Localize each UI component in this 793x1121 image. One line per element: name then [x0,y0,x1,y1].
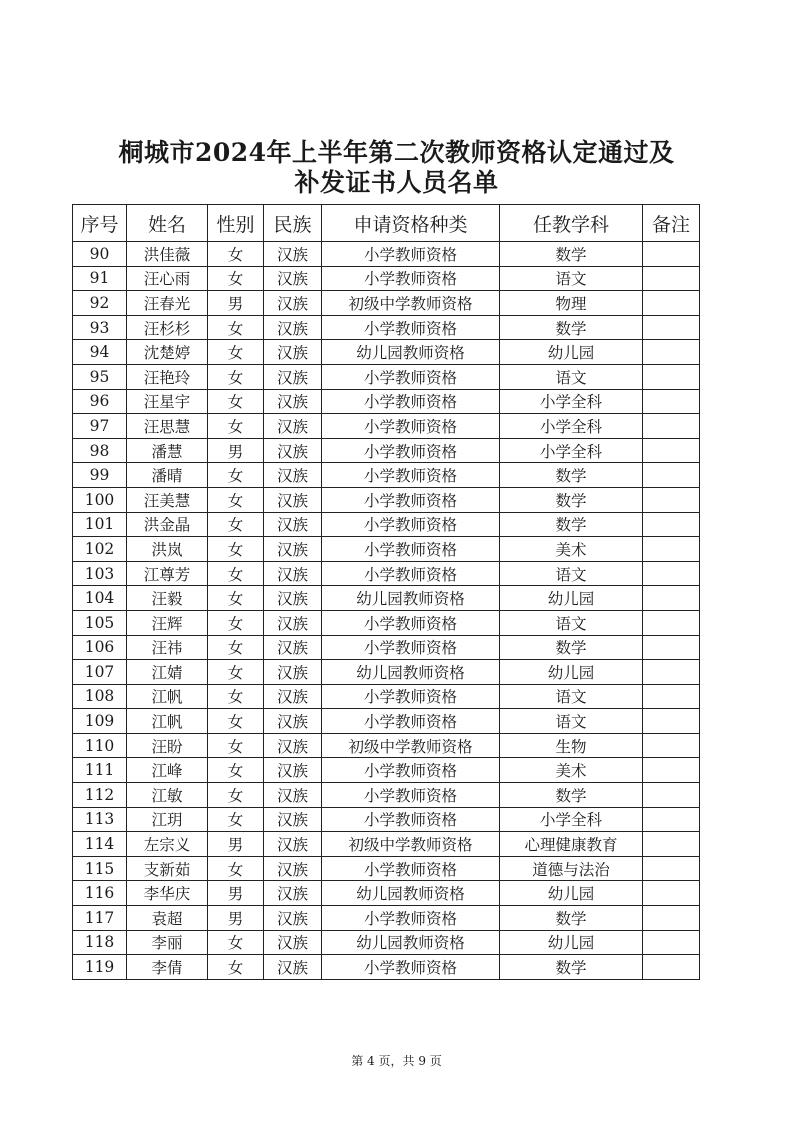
page-footer: 第 4 页，共 9 页 [351,1054,442,1068]
cell-index: 100 [73,487,127,512]
cell-gender: 女 [208,955,264,980]
table-row [73,610,700,635]
table-row [73,709,700,734]
cell-qualification: 小学教师资格 [322,487,500,512]
cell-subject: 生物 [500,733,643,758]
cell-name: 汪思慧 [127,414,208,439]
cell-ethnicity: 汉族 [264,242,322,267]
table-row [73,807,700,832]
cell-index: 104 [73,586,127,611]
cell-ethnicity: 汉族 [264,610,322,635]
header-ethnicity: 民族 [264,205,322,242]
table-row [73,783,700,808]
cell-name: 汪艳玲 [127,364,208,389]
cell-qualification: 小学教师资格 [322,561,500,586]
cell-qualification: 小学教师资格 [322,684,500,709]
cell-index: 107 [73,660,127,685]
table-row [73,684,700,709]
cell-remarks [643,537,700,562]
cell-index: 111 [73,758,127,783]
cell-gender: 女 [208,364,264,389]
cell-name: 汪盼 [127,733,208,758]
cell-qualification: 小学教师资格 [322,635,500,660]
table-row [73,561,700,586]
cell-ethnicity: 汉族 [264,660,322,685]
cell-qualification: 小学教师资格 [322,758,500,783]
cell-subject: 幼儿园 [500,930,643,955]
cell-qualification: 小学教师资格 [322,266,500,291]
cell-name: 洪金晶 [127,512,208,537]
cell-gender: 女 [208,930,264,955]
cell-gender: 女 [208,266,264,291]
cell-gender: 女 [208,807,264,832]
header-qualification: 申请资格种类 [322,205,500,242]
cell-ethnicity: 汉族 [264,463,322,488]
cell-qualification: 幼儿园教师资格 [322,340,500,365]
cell-ethnicity: 汉族 [264,635,322,660]
cell-ethnicity: 汉族 [264,414,322,439]
cell-ethnicity: 汉族 [264,684,322,709]
cell-ethnicity: 汉族 [264,930,322,955]
cell-ethnicity: 汉族 [264,512,322,537]
cell-remarks [643,783,700,808]
cell-gender: 女 [208,315,264,340]
cell-name: 汪美慧 [127,487,208,512]
cell-remarks [643,955,700,980]
cell-ethnicity: 汉族 [264,807,322,832]
cell-gender: 女 [208,242,264,267]
cell-qualification: 初级中学教师资格 [322,291,500,316]
cell-name: 汪心雨 [127,266,208,291]
cell-name: 左宗义 [127,832,208,857]
cell-ethnicity: 汉族 [264,906,322,931]
cell-ethnicity: 汉族 [264,438,322,463]
cell-qualification: 小学教师资格 [322,463,500,488]
cell-gender: 女 [208,487,264,512]
cell-subject: 数学 [500,487,643,512]
cell-qualification: 小学教师资格 [322,783,500,808]
cell-remarks [643,586,700,611]
cell-gender: 女 [208,635,264,660]
header-name: 姓名 [127,205,208,242]
table-row [73,906,700,931]
cell-remarks [643,242,700,267]
cell-subject: 幼儿园 [500,586,643,611]
cell-index: 98 [73,438,127,463]
cell-qualification: 小学教师资格 [322,610,500,635]
cell-ethnicity: 汉族 [264,733,322,758]
cell-name: 江婧 [127,660,208,685]
cell-subject: 幼儿园 [500,881,643,906]
cell-remarks [643,315,700,340]
cell-gender: 女 [208,709,264,734]
cell-subject: 数学 [500,242,643,267]
cell-qualification: 幼儿园教师资格 [322,586,500,611]
cell-remarks [643,930,700,955]
cell-name: 潘慧 [127,438,208,463]
table-row [73,414,700,439]
cell-name: 李丽 [127,930,208,955]
cell-gender: 女 [208,512,264,537]
cell-name: 江玥 [127,807,208,832]
cell-remarks [643,807,700,832]
cell-index: 113 [73,807,127,832]
cell-gender: 女 [208,610,264,635]
cell-remarks [643,512,700,537]
cell-name: 潘晴 [127,463,208,488]
cell-subject: 语文 [500,364,643,389]
cell-name: 汪星宇 [127,389,208,414]
cell-remarks [643,463,700,488]
table-row [73,315,700,340]
cell-subject: 心理健康教育 [500,832,643,857]
cell-gender: 女 [208,389,264,414]
cell-index: 105 [73,610,127,635]
cell-remarks [643,610,700,635]
cell-index: 109 [73,709,127,734]
cell-index: 95 [73,364,127,389]
cell-qualification: 小学教师资格 [322,906,500,931]
cell-ethnicity: 汉族 [264,832,322,857]
cell-gender: 男 [208,906,264,931]
cell-qualification: 小学教师资格 [322,315,500,340]
table-row [73,364,700,389]
cell-name: 李倩 [127,955,208,980]
cell-name: 江敏 [127,783,208,808]
cell-index: 101 [73,512,127,537]
header-subject: 任教学科 [500,205,643,242]
cell-name: 江尊芳 [127,561,208,586]
cell-subject: 语文 [500,684,643,709]
header-index: 序号 [73,205,127,242]
cell-name: 袁超 [127,906,208,931]
table-row [73,881,700,906]
cell-remarks [643,881,700,906]
table-row [73,635,700,660]
cell-index: 114 [73,832,127,857]
table-row [73,758,700,783]
cell-ethnicity: 汉族 [264,586,322,611]
cell-gender: 女 [208,537,264,562]
cell-subject: 物理 [500,291,643,316]
cell-remarks [643,906,700,931]
cell-ethnicity: 汉族 [264,266,322,291]
cell-qualification: 小学教师资格 [322,364,500,389]
cell-qualification: 幼儿园教师资格 [322,881,500,906]
table-row [73,291,700,316]
table-row [73,340,700,365]
cell-qualification: 幼儿园教师资格 [322,930,500,955]
cell-qualification: 小学教师资格 [322,414,500,439]
cell-index: 112 [73,783,127,808]
cell-subject: 语文 [500,561,643,586]
cell-index: 92 [73,291,127,316]
cell-subject: 美术 [500,537,643,562]
cell-remarks [643,635,700,660]
table-row [73,266,700,291]
table-row [73,438,700,463]
cell-gender: 男 [208,291,264,316]
cell-name: 汪杉杉 [127,315,208,340]
cell-gender: 女 [208,660,264,685]
cell-qualification: 小学教师资格 [322,389,500,414]
cell-remarks [643,733,700,758]
cell-gender: 女 [208,856,264,881]
cell-remarks [643,438,700,463]
cell-index: 103 [73,561,127,586]
cell-qualification: 小学教师资格 [322,512,500,537]
cell-ethnicity: 汉族 [264,783,322,808]
cell-ethnicity: 汉族 [264,758,322,783]
cell-subject: 数学 [500,906,643,931]
cell-qualification: 小学教师资格 [322,709,500,734]
cell-qualification: 初级中学教师资格 [322,832,500,857]
cell-subject: 小学全科 [500,414,643,439]
table-row [73,487,700,512]
table-row [73,242,700,267]
table-row [73,586,700,611]
table-row [73,733,700,758]
cell-remarks [643,389,700,414]
cell-ethnicity: 汉族 [264,291,322,316]
cell-name: 江峰 [127,758,208,783]
cell-name: 汪春光 [127,291,208,316]
document-title-line2: 补发证书人员名单 [294,168,499,197]
cell-index: 91 [73,266,127,291]
cell-subject: 数学 [500,512,643,537]
cell-gender: 女 [208,340,264,365]
cell-remarks [643,487,700,512]
cell-qualification: 小学教师资格 [322,955,500,980]
cell-subject: 小学全科 [500,438,643,463]
cell-gender: 女 [208,414,264,439]
cell-gender: 男 [208,438,264,463]
cell-gender: 女 [208,758,264,783]
cell-remarks [643,684,700,709]
cell-name: 汪辉 [127,610,208,635]
cell-gender: 女 [208,684,264,709]
cell-remarks [643,266,700,291]
header-row [73,205,700,242]
cell-index: 108 [73,684,127,709]
cell-remarks [643,758,700,783]
cell-gender: 女 [208,733,264,758]
cell-remarks [643,856,700,881]
table-row [73,537,700,562]
cell-remarks [643,414,700,439]
document-title-line1: 桐城市2024年上半年第二次教师资格认定通过及 [118,138,675,167]
cell-index: 118 [73,930,127,955]
cell-index: 90 [73,242,127,267]
cell-subject: 数学 [500,783,643,808]
cell-remarks [643,660,700,685]
cell-gender: 男 [208,881,264,906]
cell-ethnicity: 汉族 [264,487,322,512]
cell-name: 江帆 [127,709,208,734]
cell-index: 110 [73,733,127,758]
cell-index: 119 [73,955,127,980]
cell-index: 117 [73,906,127,931]
cell-name: 支新茹 [127,856,208,881]
header-gender: 性别 [208,205,264,242]
cell-index: 102 [73,537,127,562]
cell-gender: 女 [208,463,264,488]
cell-subject: 数学 [500,635,643,660]
roster-table [72,204,700,980]
cell-remarks [643,709,700,734]
cell-name: 洪佳薇 [127,242,208,267]
table-row [73,930,700,955]
cell-subject: 道德与法治 [500,856,643,881]
table-row [73,832,700,857]
header-remarks: 备注 [643,205,700,242]
cell-qualification: 幼儿园教师资格 [322,660,500,685]
cell-ethnicity: 汉族 [264,881,322,906]
cell-name: 汪毅 [127,586,208,611]
cell-gender: 男 [208,832,264,857]
cell-qualification: 小学教师资格 [322,856,500,881]
cell-subject: 美术 [500,758,643,783]
cell-ethnicity: 汉族 [264,955,322,980]
cell-qualification: 小学教师资格 [322,537,500,562]
cell-index: 96 [73,389,127,414]
cell-name: 李华庆 [127,881,208,906]
cell-ethnicity: 汉族 [264,856,322,881]
cell-name: 江帆 [127,684,208,709]
cell-index: 115 [73,856,127,881]
cell-subject: 小学全科 [500,807,643,832]
cell-qualification: 初级中学教师资格 [322,733,500,758]
cell-ethnicity: 汉族 [264,537,322,562]
cell-subject: 数学 [500,463,643,488]
table-row [73,856,700,881]
cell-subject: 小学全科 [500,389,643,414]
cell-subject: 语文 [500,610,643,635]
cell-index: 93 [73,315,127,340]
cell-qualification: 小学教师资格 [322,807,500,832]
cell-index: 94 [73,340,127,365]
cell-ethnicity: 汉族 [264,709,322,734]
cell-subject: 语文 [500,709,643,734]
cell-subject: 数学 [500,315,643,340]
table-row [73,660,700,685]
cell-name: 汪祎 [127,635,208,660]
table-row [73,512,700,537]
cell-ethnicity: 汉族 [264,389,322,414]
roster-body [73,242,700,980]
table-row [73,463,700,488]
cell-ethnicity: 汉族 [264,364,322,389]
cell-gender: 女 [208,783,264,808]
cell-name: 洪岚 [127,537,208,562]
cell-subject: 幼儿园 [500,660,643,685]
cell-subject: 语文 [500,266,643,291]
table-row [73,955,700,980]
cell-subject: 数学 [500,955,643,980]
cell-index: 116 [73,881,127,906]
cell-remarks [643,340,700,365]
cell-index: 106 [73,635,127,660]
cell-ethnicity: 汉族 [264,315,322,340]
cell-qualification: 小学教师资格 [322,438,500,463]
cell-gender: 女 [208,561,264,586]
cell-subject: 幼儿园 [500,340,643,365]
cell-remarks [643,291,700,316]
cell-remarks [643,364,700,389]
cell-remarks [643,832,700,857]
cell-index: 97 [73,414,127,439]
cell-qualification: 小学教师资格 [322,242,500,267]
cell-index: 99 [73,463,127,488]
cell-name: 沈楚婷 [127,340,208,365]
cell-ethnicity: 汉族 [264,561,322,586]
cell-gender: 女 [208,586,264,611]
table-row [73,389,700,414]
cell-ethnicity: 汉族 [264,340,322,365]
cell-remarks [643,561,700,586]
